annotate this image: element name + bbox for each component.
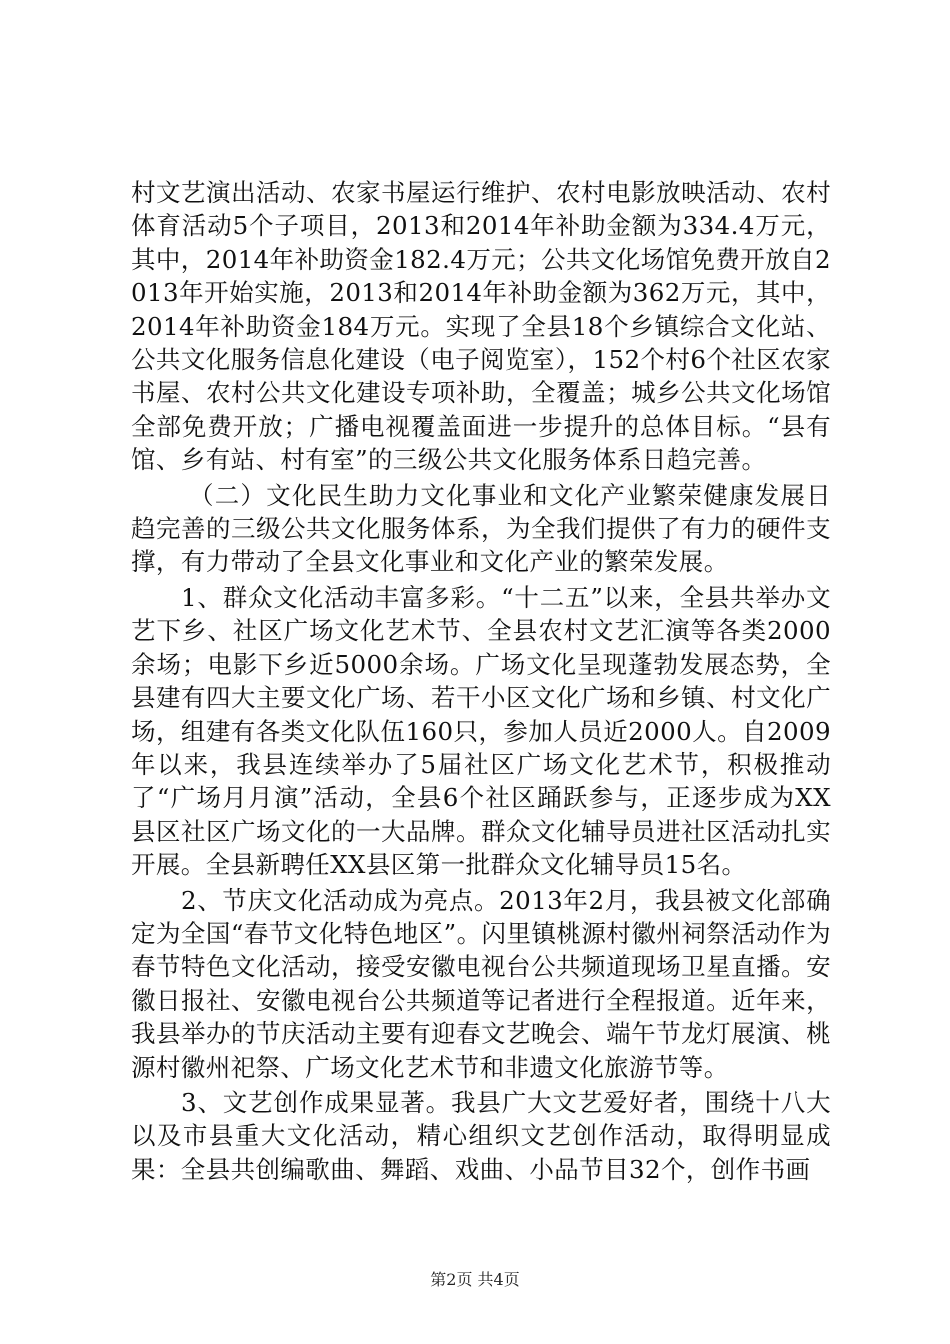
paragraph-section-two-heading: （二）文化民生助力文化事业和文化产业繁荣健康发展日趋完善的三级公共文化服务体系，为全我们提供了有力的硬件支撑，有力带动了全县文化事业和文化产业的繁荣发展。 xyxy=(131,480,831,577)
paragraph-funding-summary: 村文艺演出活动、农家书屋运行维护、农村电影放映活动、农村体育活动5个子项目，2013和2014年补助金额为334.4万元，其中，2014年补助资金182.4万元；公共文化场馆免费开放自2013年开始实施，2013和2014年补助金额为362万元，其中，2014年补助资金184万元。实现了全县18个乡镇综合文化站、公共文化服务信息化建设（电子阅览室），152个村6个社区农家书屋、农村公共文化建设专项补助，全覆盖；城乡公共文化场馆全部免费开放；广播电视覆盖面进一步提升的总体目标。“县有馆、乡有站、村有室”的三级公共文化服务体系日趋完善。 xyxy=(131,178,831,475)
paragraph-art-creation: 3、文艺创作成果显著。我县广大文艺爱好者，围绕十八大以及市县重大文化活动，精心组织文艺创作活动，取得明显成果：全县共创编歌曲、舞蹈、戏曲、小品节目32个，创作书画 xyxy=(131,1087,831,1184)
page-number-footer: 第2页 共4页 xyxy=(430,1270,520,1289)
paragraph-festival-culture: 2、节庆文化活动成为亮点。2013年2月，我县被文化部确定为全国“春节文化特色地区”。闪里镇桃源村徽州祠祭活动作为春节特色文化活动，接受安徽电视台公共频道现场卫星直播。安徽日报社、安徽电视台公共频道等记者进行全程报道。近年来，我县举办的节庆活动主要有迎春文艺晚会、端午节龙灯展演、桃源村徽州祀祭、广场文化艺术节和非遗文化旅游节等。 xyxy=(131,885,831,1082)
paragraph-mass-culture: 1、群众文化活动丰富多彩。“十二五”以来，全县共举办文艺下乡、社区广场文化艺术节、全县农村文艺汇演等各类2000余场；电影下乡近5000余场。广场文化呈现蓬勃发展态势，全县建有四大主要文化广场、若干小区文化广场和乡镇、村文化广场，组建有各类文化队伍160只，参加人员近2000人。自2009年以来，我县连续举办了5届社区广场文化艺术节，积极推动了“广场月月演”活动，全县6个社区踊跃参与，正逐步成为XX县区社区广场文化的一大品牌。群众文化辅导员进社区活动扎实开展。全县新聘任XX县区第一批群众文化辅导员15名。 xyxy=(131,582,831,880)
document-body xyxy=(131,176,831,1188)
